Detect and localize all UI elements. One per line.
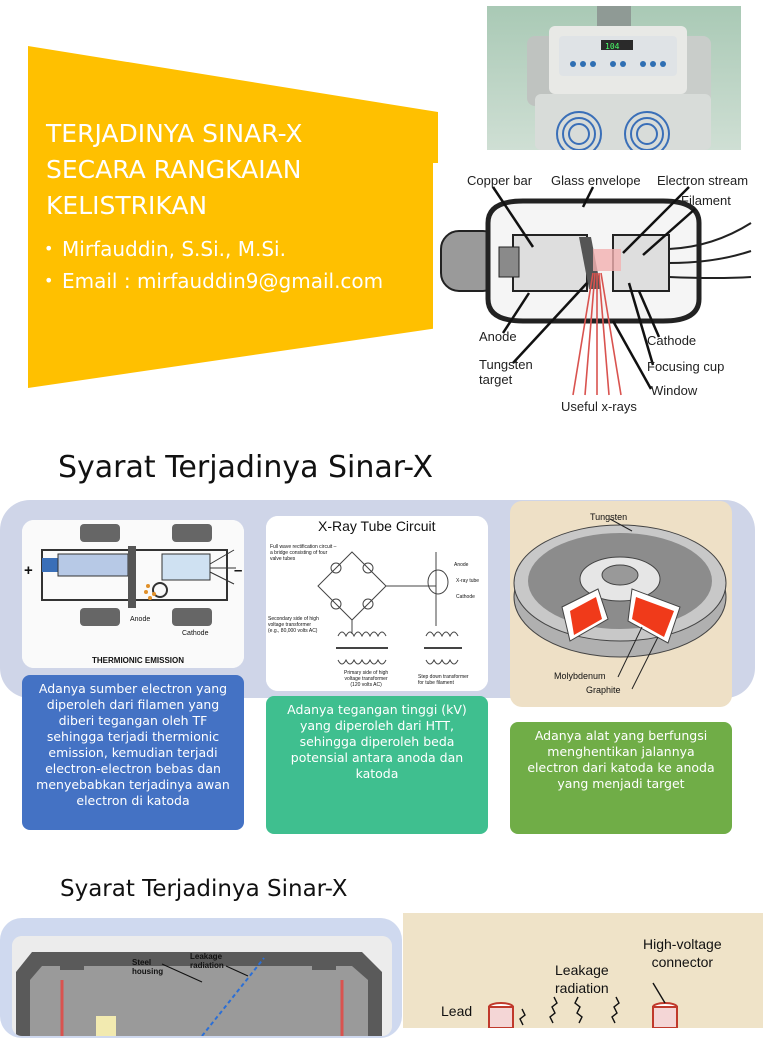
author-bullet: • Mirfauddin, S.Si., M.Si. [44,237,286,261]
text-line: Adanya sumber electron yang [38,681,228,696]
label-tungsten: Tungsten [590,512,628,522]
plus-sign: + [24,562,33,579]
text-line: diberi tegangan oleh TF [58,713,208,728]
text-line: electron dari katoda ke anoda [527,760,715,775]
label-window: Window [651,383,698,398]
label-xray-tube: X-ray tube [456,578,480,584]
text-line: potensial antara anoda dan [290,750,464,765]
label-focusing-cup: Focusing cup [647,359,725,374]
title-line: KELISTRIKAN [46,191,208,220]
label-useful-xrays: Useful x-rays [561,399,637,414]
label-lead: Lead [441,1003,473,1019]
label-fullwave: Full wave rectification circuit – a bridge consisting of four valve tubes [270,544,337,562]
tube-leakage-image [403,913,763,1028]
title-line: SECARA RANGKAIAN [46,155,302,184]
label-glass-envelope: Glass envelope [551,173,641,188]
slide3-title: Syarat Terjadinya Sinar-X [60,876,348,902]
text-line: electron di katoda [76,793,190,808]
label-tungsten-target: Tungsten target [479,357,533,387]
email-bullet: • Email : mirfauddin9@gmail.com [44,269,384,293]
text-line: yang menjadi target [557,776,685,791]
label-cathode: Cathode [182,630,209,637]
thermionic-emission-image [22,520,244,668]
text-line: katoda [355,766,399,781]
slide1-title [46,116,416,224]
label-anode: Anode [454,562,469,568]
thermionic-caption: THERMIONIC EMISSION [92,656,185,665]
minus-sign: – [234,562,243,579]
card-2-text [266,696,488,834]
text-line: Adanya alat yang berfungsi [534,728,708,743]
xray-tube-circuit-image [266,516,488,691]
label-cathode: Cathode [456,594,475,600]
label-hv-connector: High-voltage connector [643,936,722,970]
text-line: yang diperoleh dari HTT, [299,718,455,733]
text-line: emission, kemudian terjadi [48,745,218,760]
slide2-title: Syarat Terjadinya Sinar-X [58,450,434,485]
bullet-icon: • [44,271,54,290]
text-line: menyebabkan terjadinya awan [36,777,230,792]
circuit-title: X-Ray Tube Circuit [318,518,436,534]
text-line: menghentikan jalannya [547,744,695,759]
label-leakage-radiation: Leakage radiation [555,962,609,996]
text-line: electron-electron bebas dan [45,761,221,776]
label-steel-housing: Steel housing [132,958,164,976]
tube-housing-image [12,936,392,1036]
title-line: TERJADINYA SINAR-X [46,119,303,148]
xray-tube-diagram [433,163,755,416]
label-graphite: Graphite [586,685,621,695]
text-line: Adanya tegangan tinggi (kV) [287,702,467,717]
label-molybdenum: Molybdenum [554,671,606,681]
bullet-icon: • [44,239,54,258]
svg-text:104: 104 [605,42,620,51]
label-stepdown: Step down transformer for tube filament [418,674,469,686]
label-electron-stream: Electron stream [657,173,749,188]
card-3-text [510,722,732,834]
anode-target-image [510,501,732,707]
label-anode: Anode [130,616,151,623]
label-copper-bar: Copper bar [467,173,533,188]
card-1-text [22,675,244,830]
text-line: diperoleh dari filamen yang [46,697,220,712]
label-primary-side: Primary side of high voltage transformer (120 volts AC) [344,670,389,688]
label-cathode: Cathode [647,333,697,348]
label-anode: Anode [479,329,517,344]
label-secondary-side: Secondary side of high voltage transformer (e.g., 80,000 volts AC) [268,616,319,634]
text-line: sehingga terjadi thermionic [46,729,220,744]
label-leakage-radiation: Leakage radiation [190,952,224,970]
xray-machine-photo [487,6,741,150]
text-line: sehingga diperoleh beda [299,734,455,749]
label-filament: Filament [681,193,731,208]
